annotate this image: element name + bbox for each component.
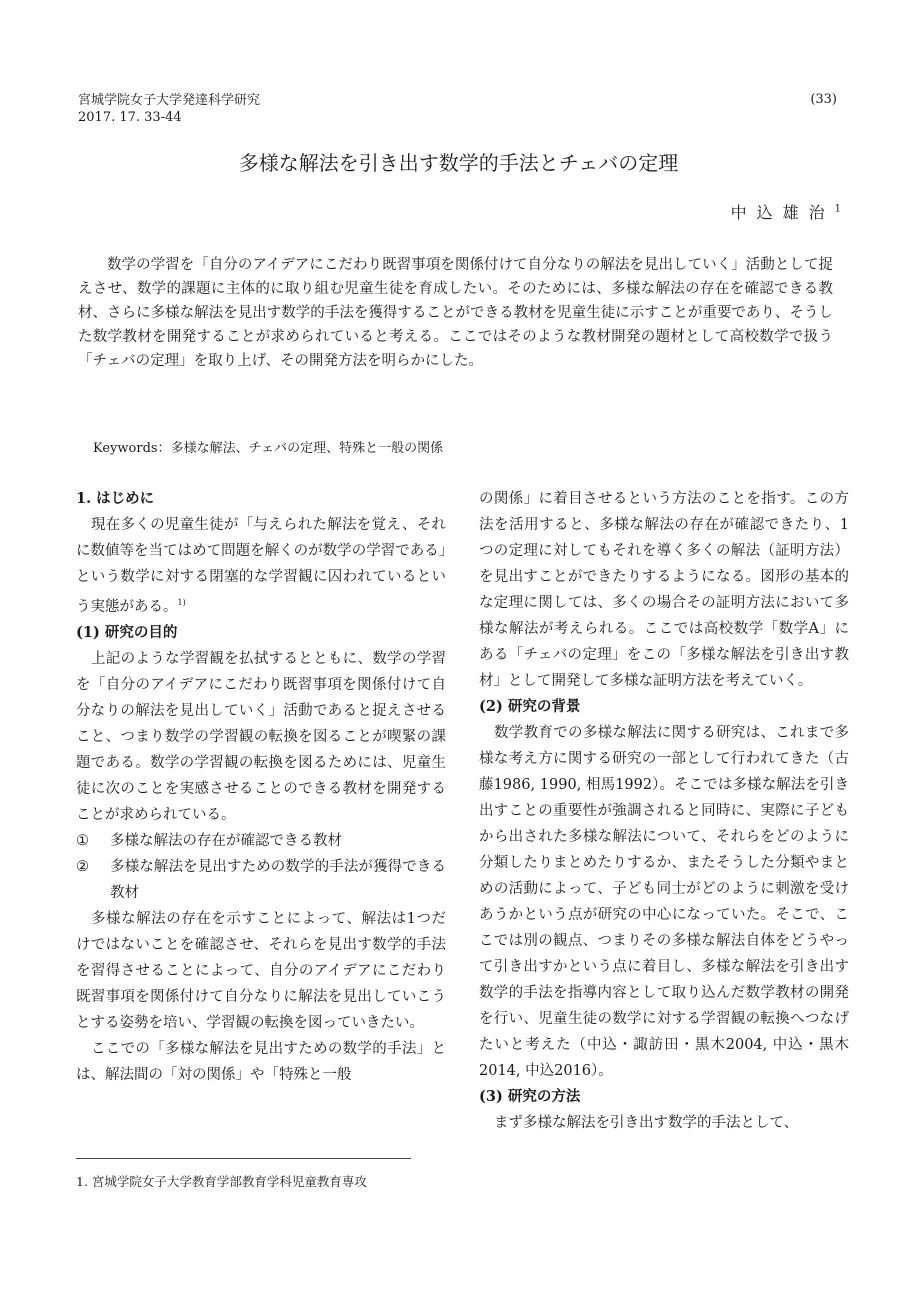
intro-text: 現在多くの児童生徒が「与えられた解法を覚え、それに数値等を当てはめて問題を解くのが数学の学習である」という数学に対する閉塞的な学習観に囚われているという実態がある。 [76,517,446,615]
footnote-rule [76,1158,411,1159]
section-heading-introduction: 1. はじめに [76,490,155,507]
page-number: (33) [810,92,837,107]
keywords [93,437,443,456]
journal-name: 宮城学院女子大学発達科学研究 [78,93,261,108]
list-item-text: 多様な解法の存在が確認できる教材 [110,832,342,849]
body-paragraph: ここでの「多様な解法を見出すための数学的手法」とは、解法間の「対の関係」や「特殊と一般 [76,1040,446,1083]
background-paragraph: 数学教育での多様な解法に関する研究は、これまで多様な考え方に関する研究の一部として行われてきた（古藤1986, 1990, 相馬1992）。そこでは多様な解法を引き出すことの重要性が強調されると同時に、実際に子どもから出された多様な解法について、それらをどのように分類したりまとめたりするか、またそうした分類やまとめの活動によって、子ども同士がどのように刺激を受けあうかという点が研究の中心になっていた。そこで、ここでは別の観点、つまりその多様な解法自体をどうやって引き出すかという点に着目し、多様な解法を引き出す数学的手法を指導内容として取り込んだ数学教材の開発を行い、児童生徒の数学に対する学習観の転換へつなげたいと考えた（中込・諏訪田・黒木2004, 中込・黒木2014, 中込2016）。 [479,725,849,1079]
journal-header [78,92,260,126]
purpose-paragraph: 上記のような学習観を払拭するとともに、数学の学習を「自分のアイデアにこだわり既習事項を関係付けて自分なりの解法を見出していく」活動であると捉えさせること、つまり数学の学習観の転換を図ることが喫緊の課題である。数学の学習観の転換を図るためには、児童生徒に次のことを実感させることのできる教材を開発することが求められている。 [76,650,446,823]
list-item-mark: ② [76,858,89,875]
left-column [76,486,446,1088]
abstract-text: 数学の学習を「自分のアイデアにこだわり既習事項を関係付けて自分なりの解法を見出していく」活動として捉えさせ、数学的課題に主体的に取り組む児童生徒を育成したい。そのためには、多様な解法の存在を確認できる教材、さらに多様な解法を見出す数学的手法を獲得することができる教材を児童生徒に示すことが重要であり、そうした数学教材を開発することが求められていると考える。ここではそのような教材開発の題材として高校数学で扱う「チェバの定理」を取り上げ、その開発方法を明らかにした。 [78,257,833,369]
author-name: 中込雄治 [730,203,835,222]
abstract [78,253,833,373]
author-footnote-mark: 1 [834,203,841,215]
right-column [479,486,849,1136]
requirements-list [76,828,446,906]
keywords-text: 多様な解法、チェバの定理、特殊と一般の関係 [170,441,444,456]
list-item-mark: ① [76,832,89,849]
subsection-heading-method: (3) 研究の方法 [479,1088,581,1105]
list-item-text: 多様な解法を見出すための数学的手法が獲得できる教材 [110,858,446,901]
list-item [76,854,446,906]
body-paragraph-continued: の関係」に着目させるという方法のことを指す。この方法を活用すると、多様な解法の存在が確認できたり、1つの定理に対してもそれを導く多くの解法（証明方法）を見出すことができたりするようになる。図形の基本的な定理に関しては、多くの場合その証明方法において多様な解法が考えられる。ここでは高校数学「数学A」にある「チェバの定理」をこの「多様な解法を引き出す教材」として開発して多様な証明方法を考えていく。 [479,491,849,689]
method-paragraph: まず多様な解法を引き出す数学的手法として、 [494,1115,799,1131]
keywords-label: Keywords： [93,441,171,456]
intro-paragraph [76,512,446,620]
subsection-heading-purpose: (1) 研究の目的 [76,623,178,641]
footnote: 1. 宮城学院女子大学教育学部教育学科児童教育専攻 [76,1174,367,1189]
body-paragraph: 多様な解法の存在を示すことによって、解法は1つだけではないことを確認させ、それらを見出す数学的手法を習得させることによって、自分のアイデアにこだわり既習事項を関係付けて自分なりに解法を見出していこうとする姿勢を培い、学習観の転換を図っていきたい。 [76,910,446,1031]
list-item [76,828,446,854]
paper-title: 多様な解法を引き出す数学的手法とチェバの定理 [238,151,679,175]
intro-reference: 1) [177,598,186,607]
journal-citation: 2017. 17. 33-44 [78,110,182,125]
author-line [731,200,841,223]
subsection-heading-background: (2) 研究の背景 [479,698,581,715]
